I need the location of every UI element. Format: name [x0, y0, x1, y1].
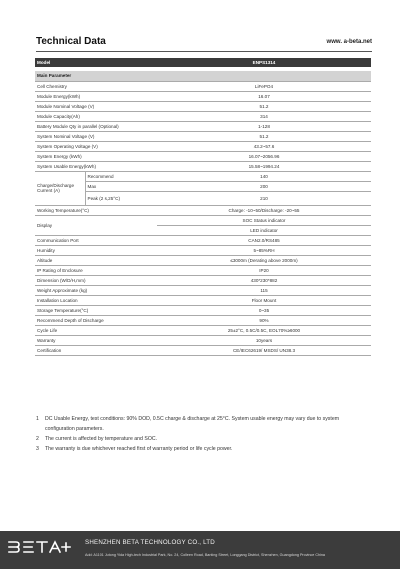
- spec-row-weight: [35, 285, 371, 295]
- spec-row-humidity: [35, 245, 371, 255]
- model-value: ENPS1314: [157, 58, 371, 67]
- spec-row-current-peak: [35, 192, 371, 206]
- spec-value: 430*230*882: [157, 275, 371, 285]
- spec-label: Communication Port: [35, 235, 157, 245]
- document-title: Technical Data: [36, 36, 106, 47]
- model-row: [35, 58, 371, 67]
- spec-value: 1-128: [157, 121, 371, 131]
- footnote: [36, 414, 372, 424]
- footnote-number: 2: [36, 436, 39, 442]
- spec-row-module-energy: [35, 91, 371, 101]
- spec-value: 16.07~2056.96: [157, 151, 371, 161]
- spec-label: Certification: [35, 346, 157, 356]
- spec-row-working-temp: [35, 205, 371, 215]
- spec-row-current-max: [35, 181, 371, 191]
- spec-sublabel: Peak (2 s,25°C): [85, 192, 157, 206]
- spec-value: 25±2°C, 0.5C/0.5C, EOL70%≥6000: [157, 326, 371, 336]
- footnote-text: DC Usable Energy, test conditions: 90% DOD, 0.5C charge & discharge at 25°C. System usable energy may vary due to system: [45, 416, 340, 422]
- spec-label: System Energy (kWh): [35, 151, 157, 161]
- spec-value: SOC Status indicator: [157, 215, 371, 225]
- spec-row-cell-chemistry: [35, 81, 371, 91]
- spec-value: LiFePO4: [157, 81, 371, 91]
- spec-row-storage-temp: [35, 305, 371, 315]
- model-label: Model: [35, 58, 157, 67]
- spec-table: [35, 58, 371, 356]
- footnote: [36, 434, 372, 444]
- beta-logo: [7, 540, 71, 554]
- footnotes: [36, 414, 372, 454]
- page-header: [36, 36, 372, 50]
- spec-label: Dimension (W/D/H,mm): [35, 275, 157, 285]
- spec-row-altitude: [35, 255, 371, 265]
- spec-label: Altitude: [35, 255, 157, 265]
- spec-label: Warranty: [35, 336, 157, 346]
- spec-label: Storage Temperature(°C): [35, 305, 157, 315]
- company-address: Add: A1101 Jutong Yida High-tech Industrial Park, No. 24, Colleen Road, Banting Street, Longgang District, Shenzhen, Guangdong Province China: [85, 553, 325, 557]
- spec-row-module-qty: [35, 121, 371, 131]
- spec-value: CE/IEC62619/ MSDS/ UN38.3: [157, 346, 371, 356]
- spec-row-system-energy: [35, 151, 371, 161]
- spec-value: ≤3000m (Derating above 2000m): [157, 255, 371, 265]
- spec-label: Recommend Depth of Discharge: [35, 316, 157, 326]
- spec-value: CAN2.0/RS485: [157, 235, 371, 245]
- spec-value: 51.2: [157, 131, 371, 141]
- spec-value: 10years: [157, 336, 371, 346]
- spec-sublabel: Recommend: [85, 171, 157, 181]
- footnote: [36, 424, 372, 434]
- spec-row-installation: [35, 295, 371, 305]
- spec-row-current-recommend: [35, 171, 371, 181]
- spec-value: 90%: [157, 316, 371, 326]
- spec-value: 16.07: [157, 91, 371, 101]
- spec-value: 51.2: [157, 101, 371, 111]
- spec-value: 314: [157, 111, 371, 121]
- spec-label: Humidity: [35, 245, 157, 255]
- spec-label: Charge/Discharge Current (A): [35, 171, 85, 205]
- spec-row-comm-port: [35, 235, 371, 245]
- spec-label: IP Rating of Enclosure: [35, 265, 157, 275]
- website-link[interactable]: www. a-beta.net: [326, 39, 372, 45]
- spec-label: Battery Module Qty in parallel (Optional): [35, 121, 157, 131]
- spec-label: Module Energy(kWh): [35, 91, 157, 101]
- spec-label: System Nominal Voltage (V): [35, 131, 157, 141]
- spec-label: Working Temperature(°C): [35, 205, 157, 215]
- spec-value: 0~35: [157, 305, 371, 315]
- footnote-text: The current is affected by temperature and SOC.: [45, 436, 158, 442]
- spec-row-module-capacity: [35, 111, 371, 121]
- spec-row-ip-rating: [35, 265, 371, 275]
- spec-label: Display: [35, 215, 157, 235]
- spec-label: Installation Location: [35, 295, 157, 305]
- spec-label: System Usable Energy(kWh): [35, 161, 157, 171]
- spec-value: 210: [157, 192, 371, 206]
- footnote: [36, 444, 372, 454]
- spec-row-warranty: [35, 336, 371, 346]
- spec-row-system-op-voltage: [35, 141, 371, 151]
- spec-value: 200: [157, 181, 371, 191]
- spec-value: 43.2~57.6: [157, 141, 371, 151]
- spec-value: 5~85%RH: [157, 245, 371, 255]
- page-footer: [0, 531, 400, 569]
- spec-row-system-voltage: [35, 131, 371, 141]
- spec-value: Floor Mount: [157, 295, 371, 305]
- spec-value: IP20: [157, 265, 371, 275]
- spec-row-system-usable: [35, 161, 371, 171]
- spec-label: Module Capacity(Ah): [35, 111, 157, 121]
- spec-label: Weight Approximate (kg): [35, 285, 157, 295]
- spec-row-cycle-life: [35, 326, 371, 336]
- spec-label: System Operating Voltage (V): [35, 141, 157, 151]
- header-divider: [36, 51, 372, 52]
- spec-label: Cycle Life: [35, 326, 157, 336]
- spec-value: 15.58~1994.24: [157, 161, 371, 171]
- spec-value: LED indicator: [157, 225, 371, 235]
- spec-sublabel: Max: [85, 181, 157, 191]
- spec-value: 115: [157, 285, 371, 295]
- spec-label: Module Nominal Voltage (V): [35, 101, 157, 111]
- spec-value: Charge: -10~50/Discharge: -20~55: [157, 205, 371, 215]
- spec-row-certification: [35, 346, 371, 356]
- section-header-row: [35, 71, 371, 81]
- spec-row-dimension: [35, 275, 371, 285]
- footnote-text: configuration parameters.: [45, 426, 104, 432]
- spec-value: 140: [157, 171, 371, 181]
- footnote-number: 1: [36, 416, 39, 422]
- footnote-text: The warranty is due whichever reached first of warranty period or life cycle power.: [45, 446, 233, 452]
- spec-row-display-soc: [35, 215, 371, 225]
- footnote-number: 3: [36, 446, 39, 452]
- spec-label: Cell Chemistry: [35, 81, 157, 91]
- section-title: Main Parameter: [35, 71, 371, 81]
- spec-row-module-voltage: [35, 101, 371, 111]
- company-name: SHENZHEN BETA TECHNOLOGY CO., LTD: [85, 539, 215, 546]
- spec-row-recommend-dod: [35, 316, 371, 326]
